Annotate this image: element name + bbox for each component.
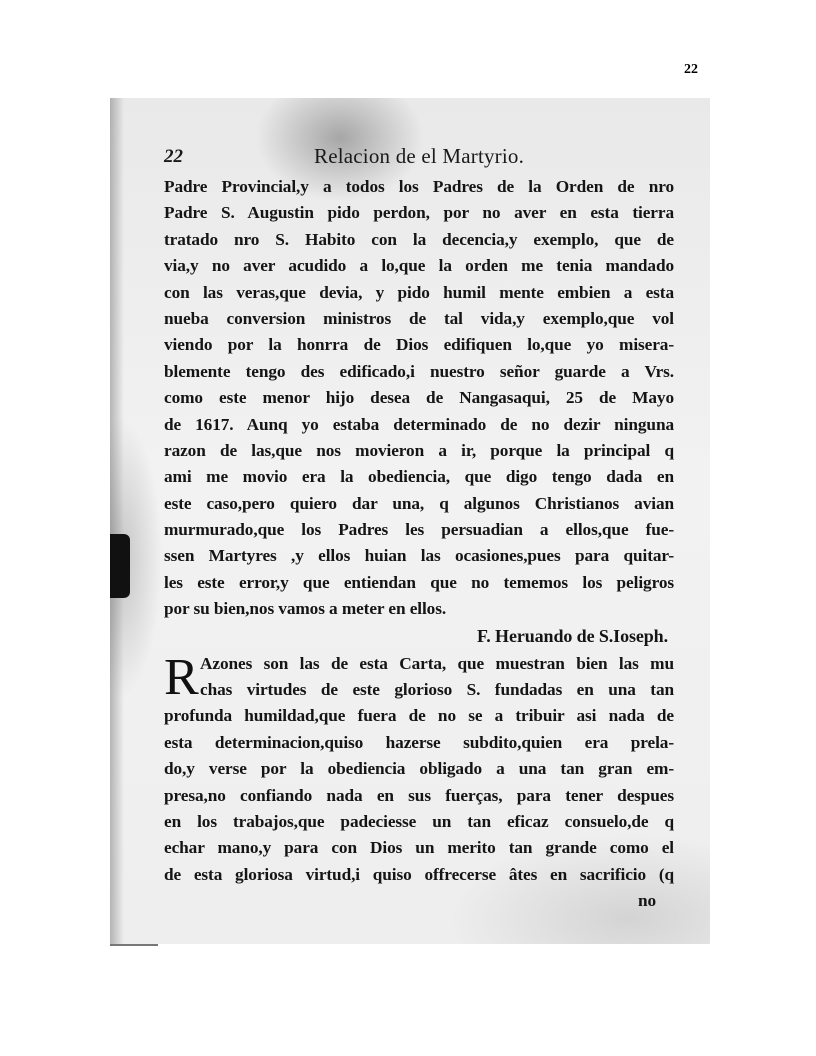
letter-line: Padre Provincial,y a todos los Padres de la Orden de nro <box>164 177 674 196</box>
commentary-line: do,y verse por la obediencia obligado a una tan gran em- <box>164 759 674 779</box>
commentary-line: en los trabajos,que padeciesse un tan eficaz consuelo,de q <box>164 811 674 831</box>
drop-cap: R <box>164 648 199 706</box>
letter-line: ami me movio era la obediencia, que digo tengo dada en <box>164 467 674 487</box>
catchword: no <box>637 891 656 911</box>
scan-bottom-rule <box>110 944 158 946</box>
letter-line: les este error,y que entiendan que no tememos los peligros <box>164 572 674 592</box>
running-head <box>164 144 664 172</box>
letter-line: via,y no aver acudido a lo,que la orden me tenia mandado <box>164 256 674 276</box>
commentary-paragraph <box>164 648 674 915</box>
letter-line: blemente tengo des edificado,i nuestro señor guarde a Vrs. <box>164 361 674 381</box>
letter-line: nueba conversion ministros de tal vida,y exemplo,que vol <box>164 308 674 328</box>
signature: F. Heruando de S.Ioseph. <box>477 625 668 646</box>
commentary-line: chas virtudes de este glorioso S. fundadas en una tan <box>200 680 674 700</box>
letter-line: murmurado,que los Padres les persuadian a ellos,que fue- <box>164 520 674 540</box>
letter-line: Padre S. Augustin pido perdon, por no aver en esta tierra <box>164 203 674 223</box>
running-title: Relacion de el Martyrio. <box>314 144 525 168</box>
commentary-line: presa,no confiando nada en sus fuerças, para tener despues <box>164 785 674 805</box>
folio-number: 22 <box>164 146 183 167</box>
letter-line: ssen Martyres ,y ellos huian las ocasiones,pues para quitar- <box>164 546 674 566</box>
commentary-line: profunda humildad,que fuera de no se a tribuir asi nada de <box>164 706 674 726</box>
letter-line: este caso,pero quiero dar una, q algunos Christianos avian <box>164 493 674 513</box>
letter-line: con las veras,que devia, y pido humil mente embien a esta <box>164 282 674 302</box>
letter-line: tratado nro S. Habito con la decencia,y exemplo, que de <box>164 229 674 249</box>
commentary-line: Azones son las de esta Carta, que muestran bien las mu <box>200 653 674 673</box>
letter-line: de 1617. Aunq yo estaba determinado de no dezir ninguna <box>164 414 674 434</box>
letter-line: viendo por la honrra de Dios edifiquen lo,que yo misera- <box>164 335 674 355</box>
letter-paragraph <box>164 174 674 623</box>
commentary-line: esta determinacion,quiso hazerse subdito,quien era prela- <box>164 732 674 752</box>
letter-line: como este menor hijo desea de Nangasaqui, 25 de Mayo <box>164 388 674 408</box>
commentary-line: echar mano,y para con Dios un merito tan grande como el <box>164 838 674 858</box>
letter-line: por su bien,nos vamos a meter en ellos. <box>164 599 447 619</box>
letter-line: razon de las,que nos movieron a ir, porque la principal q <box>164 440 674 460</box>
scanned-page-image <box>110 98 710 944</box>
commentary-line: de esta gloriosa virtud,i quiso offrecerse âtes en sacrificio (q <box>164 864 674 884</box>
page-number: 22 <box>684 62 698 77</box>
scan-left-shadow <box>110 98 124 944</box>
text-block <box>164 174 674 914</box>
ink-blot <box>110 534 130 598</box>
